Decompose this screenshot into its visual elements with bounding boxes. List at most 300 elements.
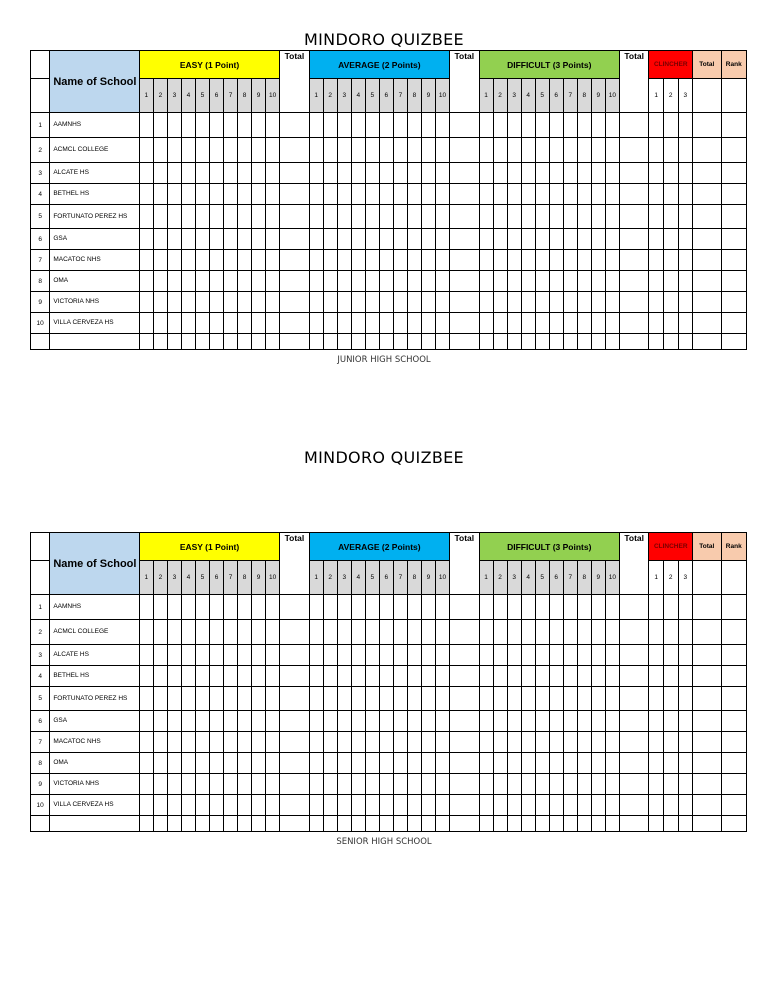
score-cell[interactable] bbox=[678, 250, 693, 271]
score-cell[interactable] bbox=[435, 645, 449, 666]
score-cell[interactable] bbox=[181, 816, 195, 832]
score-cell[interactable] bbox=[563, 184, 577, 205]
score-cell[interactable] bbox=[663, 138, 678, 163]
score-cell[interactable] bbox=[323, 229, 337, 250]
score-cell[interactable] bbox=[252, 753, 266, 774]
score-cell[interactable] bbox=[224, 334, 238, 350]
score-cell[interactable] bbox=[535, 292, 549, 313]
score-cell[interactable] bbox=[563, 113, 577, 138]
score-cell[interactable] bbox=[195, 711, 209, 732]
score-cell[interactable] bbox=[577, 732, 591, 753]
score-cell[interactable] bbox=[209, 250, 223, 271]
score-cell[interactable] bbox=[493, 313, 507, 334]
score-cell[interactable] bbox=[479, 595, 493, 620]
score-cell[interactable] bbox=[209, 645, 223, 666]
score-cell[interactable] bbox=[393, 795, 407, 816]
score-cell[interactable] bbox=[224, 205, 238, 229]
score-cell[interactable] bbox=[280, 334, 310, 350]
score-cell[interactable] bbox=[266, 205, 280, 229]
score-cell[interactable] bbox=[309, 620, 323, 645]
score-cell[interactable] bbox=[280, 313, 310, 334]
score-cell[interactable] bbox=[393, 620, 407, 645]
score-cell[interactable] bbox=[435, 292, 449, 313]
score-cell[interactable] bbox=[421, 774, 435, 795]
score-cell[interactable] bbox=[139, 595, 153, 620]
score-cell[interactable] bbox=[195, 620, 209, 645]
score-cell[interactable] bbox=[365, 666, 379, 687]
score-cell[interactable] bbox=[323, 184, 337, 205]
score-cell[interactable] bbox=[407, 595, 421, 620]
score-cell[interactable] bbox=[605, 816, 619, 832]
score-cell[interactable] bbox=[507, 292, 521, 313]
score-cell[interactable] bbox=[181, 138, 195, 163]
score-cell[interactable] bbox=[224, 113, 238, 138]
score-cell[interactable] bbox=[280, 271, 310, 292]
score-cell[interactable] bbox=[181, 113, 195, 138]
score-cell[interactable] bbox=[167, 292, 181, 313]
score-cell[interactable] bbox=[421, 229, 435, 250]
score-cell[interactable] bbox=[479, 205, 493, 229]
score-cell[interactable] bbox=[238, 334, 252, 350]
score-cell[interactable] bbox=[577, 753, 591, 774]
score-cell[interactable] bbox=[337, 774, 351, 795]
score-cell[interactable] bbox=[209, 816, 223, 832]
score-cell[interactable] bbox=[238, 113, 252, 138]
score-cell[interactable] bbox=[309, 205, 323, 229]
score-cell[interactable] bbox=[663, 666, 678, 687]
score-cell[interactable] bbox=[535, 620, 549, 645]
score-cell[interactable] bbox=[549, 163, 563, 184]
score-cell[interactable] bbox=[577, 645, 591, 666]
score-cell[interactable] bbox=[521, 753, 535, 774]
score-cell[interactable] bbox=[238, 292, 252, 313]
score-cell[interactable] bbox=[493, 816, 507, 832]
score-cell[interactable] bbox=[139, 113, 153, 138]
score-cell[interactable] bbox=[479, 795, 493, 816]
score-cell[interactable] bbox=[450, 795, 480, 816]
score-cell[interactable] bbox=[224, 138, 238, 163]
score-cell[interactable] bbox=[479, 313, 493, 334]
score-cell[interactable] bbox=[721, 163, 747, 184]
score-cell[interactable] bbox=[493, 687, 507, 711]
score-cell[interactable] bbox=[605, 271, 619, 292]
score-cell[interactable] bbox=[435, 250, 449, 271]
score-cell[interactable] bbox=[591, 229, 605, 250]
score-cell[interactable] bbox=[591, 271, 605, 292]
score-cell[interactable] bbox=[224, 732, 238, 753]
score-cell[interactable] bbox=[280, 795, 310, 816]
score-cell[interactable] bbox=[407, 687, 421, 711]
score-cell[interactable] bbox=[139, 184, 153, 205]
score-cell[interactable] bbox=[605, 753, 619, 774]
score-cell[interactable] bbox=[238, 753, 252, 774]
score-cell[interactable] bbox=[619, 753, 649, 774]
score-cell[interactable] bbox=[678, 666, 693, 687]
score-cell[interactable] bbox=[563, 711, 577, 732]
score-cell[interactable] bbox=[521, 163, 535, 184]
score-cell[interactable] bbox=[605, 229, 619, 250]
score-cell[interactable] bbox=[693, 229, 721, 250]
score-cell[interactable] bbox=[721, 711, 747, 732]
score-cell[interactable] bbox=[649, 816, 664, 832]
score-cell[interactable] bbox=[266, 732, 280, 753]
score-cell[interactable] bbox=[153, 334, 167, 350]
score-cell[interactable] bbox=[535, 711, 549, 732]
score-cell[interactable] bbox=[379, 138, 393, 163]
score-cell[interactable] bbox=[577, 711, 591, 732]
score-cell[interactable] bbox=[153, 816, 167, 832]
score-cell[interactable] bbox=[479, 774, 493, 795]
score-cell[interactable] bbox=[663, 795, 678, 816]
score-cell[interactable] bbox=[393, 711, 407, 732]
score-cell[interactable] bbox=[479, 271, 493, 292]
score-cell[interactable] bbox=[379, 334, 393, 350]
score-cell[interactable] bbox=[167, 666, 181, 687]
score-cell[interactable] bbox=[577, 595, 591, 620]
score-cell[interactable] bbox=[337, 292, 351, 313]
score-cell[interactable] bbox=[663, 163, 678, 184]
score-cell[interactable] bbox=[421, 816, 435, 832]
score-cell[interactable] bbox=[721, 113, 747, 138]
score-cell[interactable] bbox=[209, 732, 223, 753]
score-cell[interactable] bbox=[252, 229, 266, 250]
score-cell[interactable] bbox=[577, 620, 591, 645]
score-cell[interactable] bbox=[591, 711, 605, 732]
score-cell[interactable] bbox=[365, 795, 379, 816]
score-cell[interactable] bbox=[721, 292, 747, 313]
score-cell[interactable] bbox=[535, 666, 549, 687]
score-cell[interactable] bbox=[337, 138, 351, 163]
score-cell[interactable] bbox=[649, 271, 664, 292]
score-cell[interactable] bbox=[535, 313, 549, 334]
score-cell[interactable] bbox=[379, 711, 393, 732]
score-cell[interactable] bbox=[421, 595, 435, 620]
score-cell[interactable] bbox=[280, 250, 310, 271]
score-cell[interactable] bbox=[167, 138, 181, 163]
score-cell[interactable] bbox=[266, 595, 280, 620]
score-cell[interactable] bbox=[266, 666, 280, 687]
score-cell[interactable] bbox=[309, 271, 323, 292]
score-cell[interactable] bbox=[619, 595, 649, 620]
score-cell[interactable] bbox=[591, 113, 605, 138]
score-cell[interactable] bbox=[663, 753, 678, 774]
score-cell[interactable] bbox=[479, 687, 493, 711]
score-cell[interactable] bbox=[195, 313, 209, 334]
score-cell[interactable] bbox=[507, 774, 521, 795]
score-cell[interactable] bbox=[379, 795, 393, 816]
score-cell[interactable] bbox=[605, 250, 619, 271]
score-cell[interactable] bbox=[351, 184, 365, 205]
score-cell[interactable] bbox=[421, 163, 435, 184]
score-cell[interactable] bbox=[535, 229, 549, 250]
score-cell[interactable] bbox=[167, 271, 181, 292]
score-cell[interactable] bbox=[238, 711, 252, 732]
score-cell[interactable] bbox=[266, 620, 280, 645]
score-cell[interactable] bbox=[337, 753, 351, 774]
score-cell[interactable] bbox=[337, 711, 351, 732]
score-cell[interactable] bbox=[351, 666, 365, 687]
score-cell[interactable] bbox=[365, 205, 379, 229]
score-cell[interactable] bbox=[493, 666, 507, 687]
score-cell[interactable] bbox=[407, 138, 421, 163]
score-cell[interactable] bbox=[139, 250, 153, 271]
score-cell[interactable] bbox=[252, 292, 266, 313]
score-cell[interactable] bbox=[209, 205, 223, 229]
score-cell[interactable] bbox=[421, 795, 435, 816]
score-cell[interactable] bbox=[280, 229, 310, 250]
score-cell[interactable] bbox=[181, 313, 195, 334]
score-cell[interactable] bbox=[379, 620, 393, 645]
score-cell[interactable] bbox=[678, 163, 693, 184]
score-cell[interactable] bbox=[224, 292, 238, 313]
score-cell[interactable] bbox=[337, 666, 351, 687]
score-cell[interactable] bbox=[323, 163, 337, 184]
score-cell[interactable] bbox=[280, 666, 310, 687]
score-cell[interactable] bbox=[351, 687, 365, 711]
score-cell[interactable] bbox=[238, 666, 252, 687]
score-cell[interactable] bbox=[407, 113, 421, 138]
score-cell[interactable] bbox=[591, 666, 605, 687]
score-cell[interactable] bbox=[507, 711, 521, 732]
score-cell[interactable] bbox=[479, 732, 493, 753]
score-cell[interactable] bbox=[252, 205, 266, 229]
score-cell[interactable] bbox=[351, 205, 365, 229]
score-cell[interactable] bbox=[663, 816, 678, 832]
score-cell[interactable] bbox=[266, 753, 280, 774]
score-cell[interactable] bbox=[337, 795, 351, 816]
score-cell[interactable] bbox=[721, 250, 747, 271]
score-cell[interactable] bbox=[238, 595, 252, 620]
score-cell[interactable] bbox=[435, 795, 449, 816]
score-cell[interactable] bbox=[365, 163, 379, 184]
score-cell[interactable] bbox=[721, 595, 747, 620]
score-cell[interactable] bbox=[181, 666, 195, 687]
score-cell[interactable] bbox=[153, 687, 167, 711]
score-cell[interactable] bbox=[421, 250, 435, 271]
score-cell[interactable] bbox=[521, 250, 535, 271]
score-cell[interactable] bbox=[252, 271, 266, 292]
score-cell[interactable] bbox=[577, 205, 591, 229]
score-cell[interactable] bbox=[663, 229, 678, 250]
score-cell[interactable] bbox=[309, 711, 323, 732]
score-cell[interactable] bbox=[521, 205, 535, 229]
score-cell[interactable] bbox=[619, 184, 649, 205]
score-cell[interactable] bbox=[663, 732, 678, 753]
score-cell[interactable] bbox=[577, 687, 591, 711]
score-cell[interactable] bbox=[435, 595, 449, 620]
score-cell[interactable] bbox=[167, 250, 181, 271]
score-cell[interactable] bbox=[649, 292, 664, 313]
score-cell[interactable] bbox=[678, 271, 693, 292]
score-cell[interactable] bbox=[139, 271, 153, 292]
score-cell[interactable] bbox=[167, 816, 181, 832]
score-cell[interactable] bbox=[535, 816, 549, 832]
score-cell[interactable] bbox=[323, 687, 337, 711]
score-cell[interactable] bbox=[407, 795, 421, 816]
score-cell[interactable] bbox=[379, 732, 393, 753]
score-cell[interactable] bbox=[435, 184, 449, 205]
score-cell[interactable] bbox=[535, 271, 549, 292]
score-cell[interactable] bbox=[351, 753, 365, 774]
score-cell[interactable] bbox=[435, 753, 449, 774]
score-cell[interactable] bbox=[407, 753, 421, 774]
score-cell[interactable] bbox=[563, 816, 577, 832]
score-cell[interactable] bbox=[450, 711, 480, 732]
score-cell[interactable] bbox=[224, 595, 238, 620]
score-cell[interactable] bbox=[139, 816, 153, 832]
score-cell[interactable] bbox=[252, 774, 266, 795]
score-cell[interactable] bbox=[393, 184, 407, 205]
score-cell[interactable] bbox=[619, 732, 649, 753]
score-cell[interactable] bbox=[549, 795, 563, 816]
score-cell[interactable] bbox=[266, 250, 280, 271]
score-cell[interactable] bbox=[649, 334, 664, 350]
score-cell[interactable] bbox=[323, 816, 337, 832]
score-cell[interactable] bbox=[649, 795, 664, 816]
score-cell[interactable] bbox=[181, 163, 195, 184]
score-cell[interactable] bbox=[337, 229, 351, 250]
score-cell[interactable] bbox=[266, 292, 280, 313]
score-cell[interactable] bbox=[577, 184, 591, 205]
score-cell[interactable] bbox=[535, 732, 549, 753]
score-cell[interactable] bbox=[252, 163, 266, 184]
score-cell[interactable] bbox=[407, 313, 421, 334]
score-cell[interactable] bbox=[393, 205, 407, 229]
score-cell[interactable] bbox=[266, 113, 280, 138]
score-cell[interactable] bbox=[139, 138, 153, 163]
score-cell[interactable] bbox=[224, 250, 238, 271]
score-cell[interactable] bbox=[181, 205, 195, 229]
score-cell[interactable] bbox=[693, 753, 721, 774]
score-cell[interactable] bbox=[693, 271, 721, 292]
score-cell[interactable] bbox=[252, 666, 266, 687]
score-cell[interactable] bbox=[507, 620, 521, 645]
score-cell[interactable] bbox=[678, 816, 693, 832]
score-cell[interactable] bbox=[591, 732, 605, 753]
score-cell[interactable] bbox=[435, 163, 449, 184]
score-cell[interactable] bbox=[421, 711, 435, 732]
score-cell[interactable] bbox=[649, 229, 664, 250]
score-cell[interactable] bbox=[605, 163, 619, 184]
score-cell[interactable] bbox=[351, 795, 365, 816]
score-cell[interactable] bbox=[479, 666, 493, 687]
score-cell[interactable] bbox=[721, 205, 747, 229]
score-cell[interactable] bbox=[393, 687, 407, 711]
score-cell[interactable] bbox=[563, 250, 577, 271]
score-cell[interactable] bbox=[209, 334, 223, 350]
score-cell[interactable] bbox=[549, 774, 563, 795]
score-cell[interactable] bbox=[238, 184, 252, 205]
score-cell[interactable] bbox=[619, 687, 649, 711]
score-cell[interactable] bbox=[535, 595, 549, 620]
score-cell[interactable] bbox=[649, 250, 664, 271]
score-cell[interactable] bbox=[678, 184, 693, 205]
score-cell[interactable] bbox=[450, 753, 480, 774]
score-cell[interactable] bbox=[421, 645, 435, 666]
score-cell[interactable] bbox=[493, 645, 507, 666]
score-cell[interactable] bbox=[309, 250, 323, 271]
score-cell[interactable] bbox=[407, 774, 421, 795]
score-cell[interactable] bbox=[365, 334, 379, 350]
score-cell[interactable] bbox=[195, 334, 209, 350]
score-cell[interactable] bbox=[450, 816, 480, 832]
score-cell[interactable] bbox=[351, 645, 365, 666]
score-cell[interactable] bbox=[493, 292, 507, 313]
score-cell[interactable] bbox=[619, 271, 649, 292]
score-cell[interactable] bbox=[309, 732, 323, 753]
score-cell[interactable] bbox=[266, 816, 280, 832]
score-cell[interactable] bbox=[507, 313, 521, 334]
score-cell[interactable] bbox=[167, 645, 181, 666]
score-cell[interactable] bbox=[721, 687, 747, 711]
score-cell[interactable] bbox=[421, 184, 435, 205]
score-cell[interactable] bbox=[649, 184, 664, 205]
score-cell[interactable] bbox=[649, 753, 664, 774]
score-cell[interactable] bbox=[252, 595, 266, 620]
score-cell[interactable] bbox=[323, 313, 337, 334]
score-cell[interactable] bbox=[693, 645, 721, 666]
score-cell[interactable] bbox=[693, 163, 721, 184]
score-cell[interactable] bbox=[379, 163, 393, 184]
score-cell[interactable] bbox=[591, 795, 605, 816]
score-cell[interactable] bbox=[678, 753, 693, 774]
score-cell[interactable] bbox=[153, 666, 167, 687]
score-cell[interactable] bbox=[379, 816, 393, 832]
score-cell[interactable] bbox=[139, 292, 153, 313]
score-cell[interactable] bbox=[407, 816, 421, 832]
score-cell[interactable] bbox=[619, 711, 649, 732]
score-cell[interactable] bbox=[535, 138, 549, 163]
score-cell[interactable] bbox=[379, 250, 393, 271]
score-cell[interactable] bbox=[309, 184, 323, 205]
score-cell[interactable] bbox=[323, 711, 337, 732]
score-cell[interactable] bbox=[393, 229, 407, 250]
score-cell[interactable] bbox=[649, 595, 664, 620]
score-cell[interactable] bbox=[421, 753, 435, 774]
score-cell[interactable] bbox=[252, 113, 266, 138]
score-cell[interactable] bbox=[649, 711, 664, 732]
score-cell[interactable] bbox=[605, 620, 619, 645]
score-cell[interactable] bbox=[605, 205, 619, 229]
score-cell[interactable] bbox=[167, 620, 181, 645]
score-cell[interactable] bbox=[195, 292, 209, 313]
score-cell[interactable] bbox=[323, 205, 337, 229]
score-cell[interactable] bbox=[507, 732, 521, 753]
score-cell[interactable] bbox=[721, 138, 747, 163]
score-cell[interactable] bbox=[591, 138, 605, 163]
score-cell[interactable] bbox=[693, 774, 721, 795]
score-cell[interactable] bbox=[521, 816, 535, 832]
score-cell[interactable] bbox=[693, 666, 721, 687]
score-cell[interactable] bbox=[224, 620, 238, 645]
score-cell[interactable] bbox=[153, 795, 167, 816]
score-cell[interactable] bbox=[563, 334, 577, 350]
score-cell[interactable] bbox=[450, 313, 480, 334]
score-cell[interactable] bbox=[337, 620, 351, 645]
score-cell[interactable] bbox=[435, 732, 449, 753]
score-cell[interactable] bbox=[521, 774, 535, 795]
score-cell[interactable] bbox=[649, 774, 664, 795]
score-cell[interactable] bbox=[435, 313, 449, 334]
score-cell[interactable] bbox=[619, 620, 649, 645]
score-cell[interactable] bbox=[209, 795, 223, 816]
score-cell[interactable] bbox=[379, 666, 393, 687]
score-cell[interactable] bbox=[393, 292, 407, 313]
score-cell[interactable] bbox=[351, 711, 365, 732]
score-cell[interactable] bbox=[407, 163, 421, 184]
score-cell[interactable] bbox=[563, 163, 577, 184]
score-cell[interactable] bbox=[678, 205, 693, 229]
